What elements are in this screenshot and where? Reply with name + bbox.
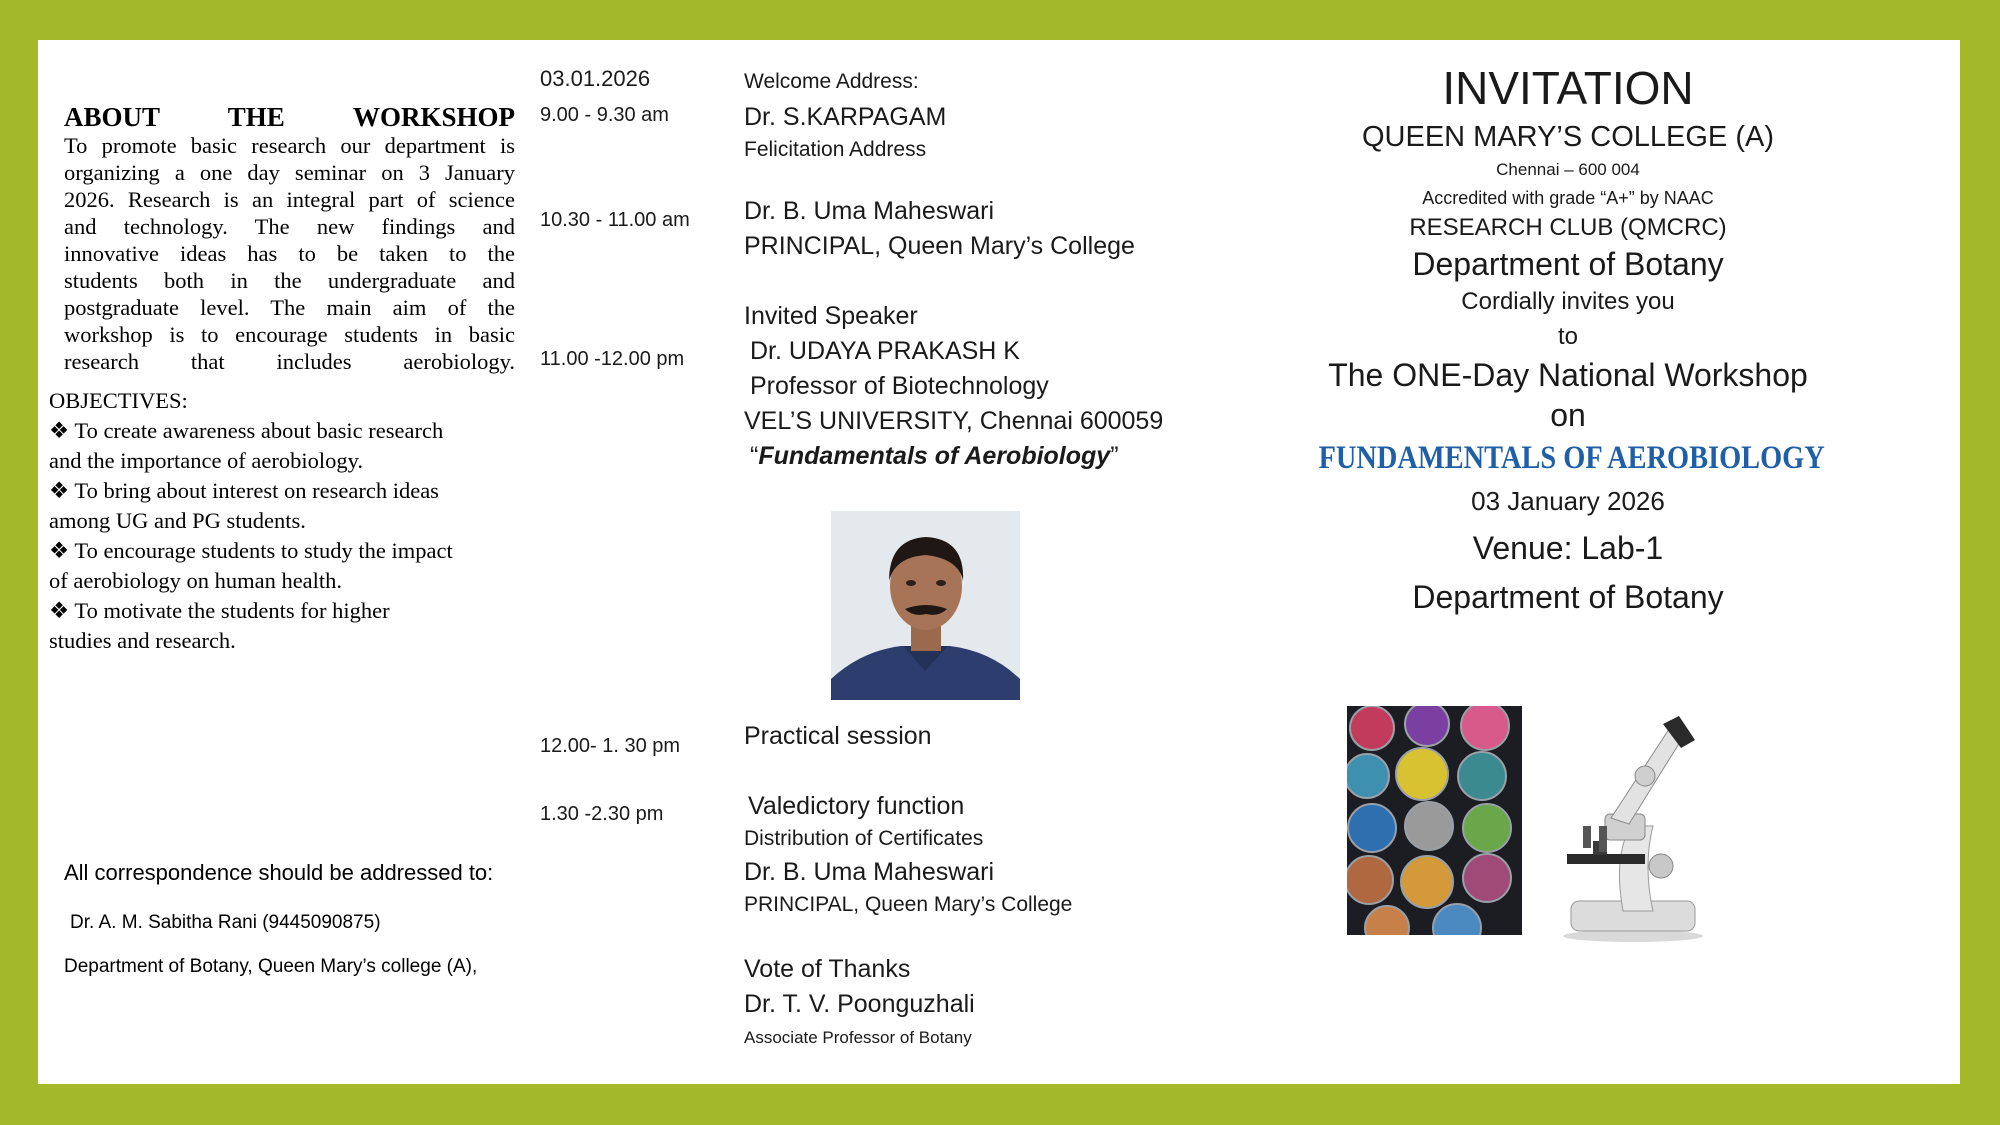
venue: Venue: Lab-1	[1472, 530, 1664, 566]
objectives-section	[49, 386, 529, 656]
to-line: to	[1557, 323, 1578, 350]
objectives-heading: OBJECTIVES:	[49, 388, 188, 413]
correspondence-contact: Dr. A. M. Sabitha Rani (9445090875)	[70, 912, 381, 933]
principal-name: Dr. B. Uma Maheswari	[744, 858, 995, 886]
bullet-icon: ❖	[49, 478, 70, 503]
schedule-time: 11.00 -12.00 pm	[540, 348, 685, 370]
valedictory-label: Valedictory function	[748, 792, 965, 820]
bullet-icon: ❖	[49, 418, 70, 443]
objective-item-cont: studies and research.	[49, 628, 236, 653]
welcome-label: Welcome Address:	[744, 70, 919, 93]
speaker-portrait-icon	[831, 511, 1020, 700]
talk-title: “Fundamentals of Aerobiology”	[750, 442, 1119, 470]
department-name: Department of Botany	[1412, 246, 1724, 282]
certificates-label: Distribution of Certificates	[744, 827, 984, 850]
schedule-time: 10.30 - 11.00 am	[540, 209, 690, 231]
bullet-icon: ❖	[49, 598, 70, 623]
about-line: students both in the undergraduate and	[64, 268, 515, 293]
objective-item-cont: of aerobiology on human health.	[49, 568, 343, 593]
welcome-name: Dr. S.KARPAGAM	[744, 103, 947, 131]
practical-session: Practical session	[744, 722, 932, 750]
venue-department: Department of Botany	[1412, 579, 1724, 615]
objective-item: ❖ To encourage students to study the impact	[49, 538, 453, 563]
petri-dish-icon	[1347, 706, 1522, 935]
schedule-time: 9.00 - 9.30 am	[540, 104, 669, 126]
workshop-title: The ONE-Day National Workshop	[1328, 357, 1808, 393]
objective-item-cont: and the importance of aerobiology.	[49, 448, 364, 473]
speaker-name: Dr. UDAYA PRAKASH K	[750, 337, 1020, 365]
about-line: To promote basic research our department is	[64, 133, 515, 158]
correspondence-heading: All correspondence should be addressed to:	[64, 860, 494, 885]
objective-item: ❖ To motivate the students for higher	[49, 598, 390, 623]
principal-title: PRINCIPAL, Queen Mary’s College	[744, 893, 1073, 916]
vote-name: Dr. T. V. Poonguzhali	[744, 990, 975, 1018]
vote-title: Associate Professor of Botany	[744, 1028, 972, 1047]
correspondence-address: Department of Botany, Queen Mary’s college (A),	[64, 956, 478, 977]
speaker-org: VEL’S UNIVERSITY, Chennai 600059	[744, 407, 1164, 435]
speaker-title: Professor of Biotechnology	[750, 372, 1049, 400]
workshop-date: 03 January 2026	[1471, 486, 1665, 516]
college-name: QUEEN MARY’S COLLEGE (A)	[1361, 121, 1774, 153]
invitation-panel	[1278, 58, 1858, 618]
about-line: research that includes aerobiology.	[64, 349, 515, 374]
about-line: and technology. The new findings and	[64, 214, 515, 239]
invitation-heading: INVITATION	[1442, 62, 1694, 114]
about-title: ABOUT THE WORKSHOP	[64, 102, 515, 132]
about-line: workshop is to encourage students in basic	[64, 322, 515, 347]
felicitation-label: Felicitation Address	[744, 138, 927, 161]
about-line: organizing a one day seminar on 3 January	[64, 160, 515, 185]
invites-line: Cordially invites you	[1461, 288, 1675, 315]
objective-item: ❖ To create awareness about basic research	[49, 418, 444, 443]
about-line: 2026. Research is an integral part of science	[64, 187, 515, 212]
workshop-topic: FUNDAMENTALS OF AEROBIOLOGY	[1318, 440, 1825, 476]
microscope-icon	[1553, 716, 1708, 944]
accreditation: Accredited with grade “A+” by NAAC	[1422, 188, 1714, 208]
on-line: on	[1550, 397, 1586, 433]
vote-label: Vote of Thanks	[744, 955, 911, 983]
petri-dishes-image	[1347, 706, 1522, 935]
schedule-time: 12.00- 1. 30 pm	[540, 735, 681, 757]
speaker-label: Invited Speaker	[744, 302, 918, 330]
schedule-time: 1.30 -2.30 pm	[540, 803, 664, 825]
schedule-date: 03.01.2026	[540, 66, 651, 91]
brochure-sheet	[38, 40, 1960, 1084]
principal-name: Dr. B. Uma Maheswari	[744, 197, 995, 225]
college-city: Chennai – 600 004	[1496, 160, 1640, 179]
speaker-photo	[831, 511, 1020, 700]
principal-title: PRINCIPAL, Queen Mary’s College	[744, 232, 1135, 260]
research-club: RESEARCH CLUB (QMCRC)	[1409, 214, 1727, 241]
objective-item: ❖ To bring about interest on research ideas	[49, 478, 439, 503]
bullet-icon: ❖	[49, 538, 70, 563]
microscope-image	[1553, 716, 1708, 944]
about-section	[64, 102, 515, 375]
objective-item-cont: among UG and PG students.	[49, 508, 306, 533]
about-line: innovative ideas has to be taken to the	[64, 241, 515, 266]
about-line: postgraduate level. The main aim of the	[64, 295, 515, 320]
